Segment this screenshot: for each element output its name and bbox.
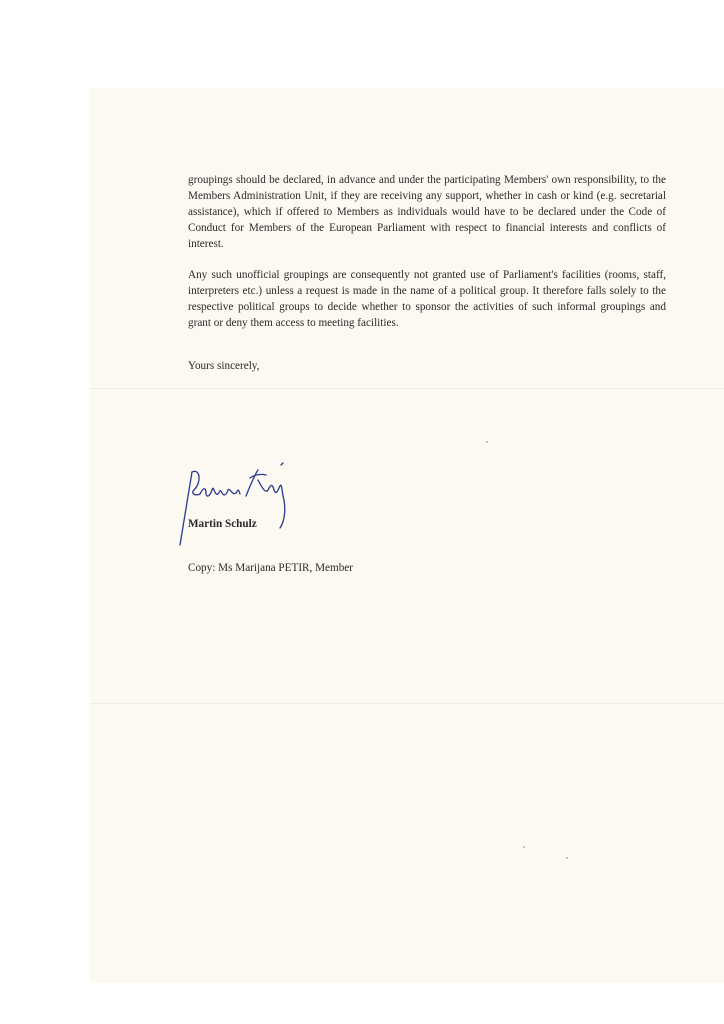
signatory-name: Martin Schulz [188, 518, 257, 530]
letter-page [90, 88, 724, 983]
paper-speck [523, 846, 525, 848]
paper-fold-line [90, 388, 724, 389]
paper-fold-line [90, 703, 724, 704]
copy-recipient-line: Copy: Ms Marijana PETIR, Member [188, 562, 353, 574]
paper-speck [566, 857, 568, 859]
handwritten-signature [170, 460, 300, 550]
paper-speck [486, 441, 488, 443]
closing-salutation: Yours sincerely, [188, 360, 260, 372]
letter-paragraph: groupings should be declared, in advance and under the participating Members' own responsibility, to the Members Administration Unit, if they are receiving any support, whether in cash or kind (e.g. secretarial assistance), which if offered to Members as individuals would have to be declared under the Code of Conduct for Members of the European Parliament with respect to financial interests and conflicts of interest. [188, 174, 666, 250]
letter-paragraph: Any such unofficial groupings are consequently not granted use of Parliament's facilities (rooms, staff, interpreters etc.) unless a request is made in the name of a political group. It therefore falls solely to the respective political groups to decide whether to sponsor the activities of such informal groupings and grant or deny them access to meeting facilities. [188, 269, 666, 329]
